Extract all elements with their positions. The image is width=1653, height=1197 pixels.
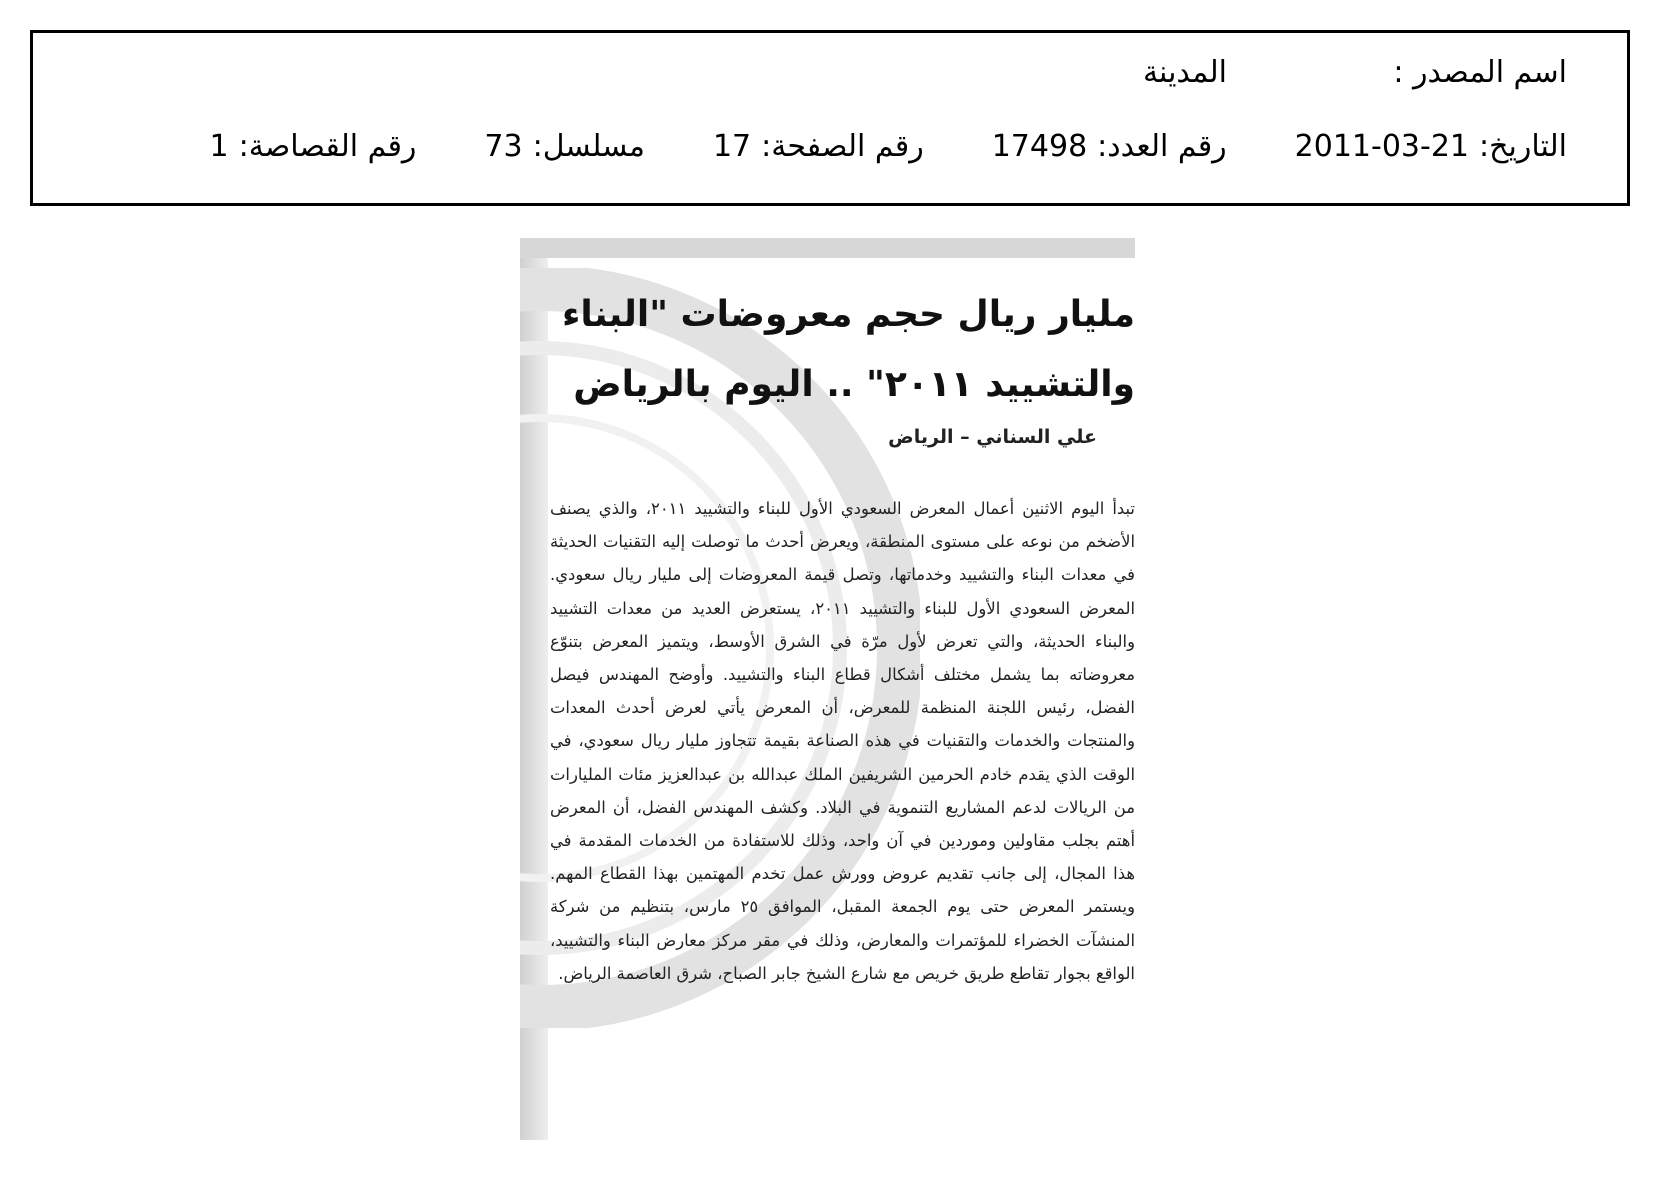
- clip-number-label: رقم القصاصة:: [238, 129, 417, 164]
- serial-value: 73: [484, 129, 523, 164]
- article-byline: علي السناني – الرياض: [888, 426, 1097, 448]
- page-value: 17: [712, 129, 752, 164]
- issue-field: [992, 129, 1227, 164]
- date-label: التاريخ:: [1479, 129, 1567, 164]
- details-row: [93, 129, 1567, 164]
- date-value: 2011-03-21: [1294, 129, 1470, 164]
- scan-top-bar: [520, 238, 1135, 258]
- source-row: [93, 55, 1567, 90]
- headline-line-2: والتشييد ٢٠١١" .. اليوم بالرياض: [573, 364, 1135, 405]
- clipping-info-box: [30, 30, 1630, 206]
- page-field: [713, 129, 924, 164]
- scan-edge: [520, 238, 548, 1140]
- clip-number-field: [210, 129, 417, 164]
- serial-label: مسلسل:: [532, 129, 645, 164]
- source-label: اسم المصدر :: [1393, 55, 1567, 90]
- issue-value: 17498: [991, 129, 1088, 164]
- article-headline: [550, 280, 1135, 420]
- article-body: تبدأ اليوم الاثنين أعمال المعرض السعودي الأول للبناء والتشييد ٢٠١١، والذي يصنف الأضخم من نوعه على مستوى المنطقة، ويعرض أحدث ما توصلت إليه التقنيات الحديثة في معدات البناء والتشييد وخدماتها، وتصل قيمة المعروضات إلى مليار ريال سعودي. المعرض السعودي الأول للبناء والتشييد ٢٠١١، يستعرض العديد من معدات التشييد والبناء الحديثة، والتي تعرض لأول مرّة في الشرق الأوسط، ويتميز المعرض بتنوّع معروضاته بما يشمل مختلف أشكال قطاع البناء والتشييد. وأوضح المهندس فيصل الفضل، رئيس اللجنة المنظمة للمعرض، أن المعرض يأتي لعرض أحدث المعدات والمنتجات والخدمات والتقنيات في هذه الصناعة بقيمة تتجاوز مليار ريال سعودي، في الوقت الذي يقدم خادم الحرمين الشريفين الملك عبدالله بن عبدالعزيز مئات المليارات من الريالات لدعم المشاريع التنموية في البلاد. وكشف المهندس الفضل، أن المعرض أهتم بجلب مقاولين وموردين في آن واحد، وذلك للاستفادة من الخدمات المقدمة في هذا المجال، إلى جانب تقديم عروض وورش عمل تخدم المهتمين بهذا القطاع المهم. ويستمر المعرض حتى يوم الجمعة المقبل، الموافق ٢٥ مارس، بتنظيم من شركة المنشآت الخضراء للمؤتمرات والمعارض، وذلك في مقر مركز معارض البناء والتشييد، الواقع بجوار تقاطع طريق خريص مع شارع الشيخ جابر الصباح، شرق العاصمة الرياض.: [550, 499, 1135, 983]
- clip-number-value: 1: [209, 129, 229, 164]
- headline-line-1: مليار ريال حجم معروضات "البناء: [562, 294, 1135, 335]
- serial-field: [484, 129, 645, 164]
- issue-label: رقم العدد:: [1097, 129, 1227, 164]
- date-field: [1295, 129, 1567, 164]
- page-label: رقم الصفحة:: [761, 129, 924, 164]
- source-value: المدينة: [1142, 55, 1227, 90]
- newspaper-clipping: [520, 238, 1135, 1140]
